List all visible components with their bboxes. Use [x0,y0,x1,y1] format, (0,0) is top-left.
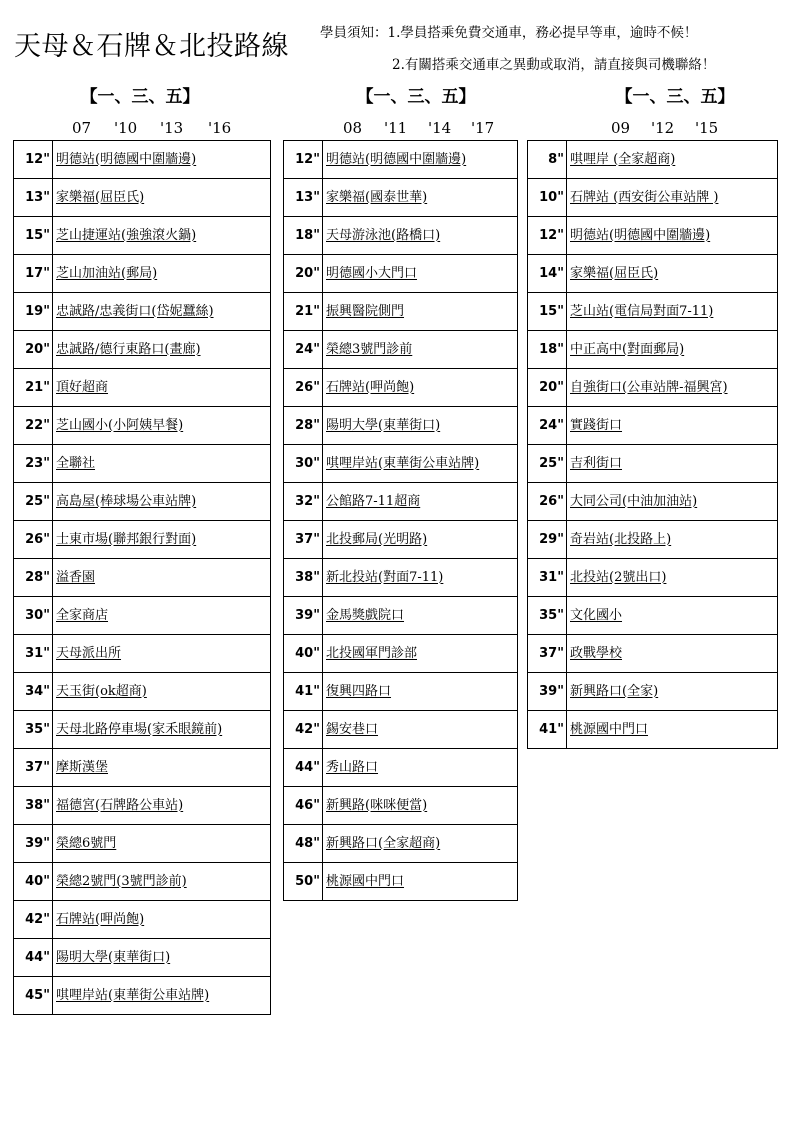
stop-name: 天母北路停車場(家禾眼鏡前) [53,711,271,749]
stop-minute: 20" [528,369,567,407]
stop-row [14,977,271,1015]
stop-row [14,825,271,863]
stop-name: 天玉街(ok超商) [53,673,271,711]
stop-minute: 12" [528,217,567,255]
departure-time: '15 [695,119,719,137]
stop-minute: 26" [284,369,323,407]
stop-minute: 41" [528,711,567,749]
stop-name: 桃源國中門口 [567,711,778,749]
stop-name: 忠誠路/忠義街口(岱妮蠶絲) [53,293,271,331]
stop-minute: 18" [528,331,567,369]
stop-name: 政戰學校 [567,635,778,673]
stop-name: 榮總6號門 [53,825,271,863]
stop-row [284,369,518,407]
stop-name: 全家商店 [53,597,271,635]
stop-name: 石牌站(呷尚飽) [53,901,271,939]
stop-minute: 31" [14,635,53,673]
stop-row [284,597,518,635]
departure-time: '13 [160,119,184,137]
stop-row [284,331,518,369]
stop-row [284,863,518,901]
stop-row [284,521,518,559]
stop-name: 文化國小 [567,597,778,635]
stop-minute: 28" [14,559,53,597]
stop-minute: 28" [284,407,323,445]
stop-name: 芝山捷運站(強強滾火鍋) [53,217,271,255]
stop-row [14,521,271,559]
stop-minute: 35" [14,711,53,749]
stop-minute: 10" [528,179,567,217]
stop-name: 新興路口(全家超商) [323,825,518,863]
stop-minute: 12" [14,141,53,179]
departure-time: 09 [611,119,631,137]
stop-row [284,407,518,445]
stop-name: 家樂福(國泰世華) [323,179,518,217]
stop-row [14,635,271,673]
stop-minute: 23" [14,445,53,483]
stop-minute: 31" [528,559,567,597]
stop-row [14,483,271,521]
stop-name: 溢香園 [53,559,271,597]
stop-minute: 45" [14,977,53,1015]
stop-row [528,711,778,749]
stop-minute: 42" [14,901,53,939]
stop-minute: 22" [14,407,53,445]
stop-minute: 13" [284,179,323,217]
stop-name: 唭哩岸站(東華街公車站牌) [53,977,271,1015]
stop-row [14,787,271,825]
stop-minute: 24" [528,407,567,445]
route-3-days: 【一、三、五】 [615,87,735,107]
stop-name: 明德站(明德國中圍牆邊) [567,217,778,255]
stop-name: 中正高中(對面郵局) [567,331,778,369]
notice-line-1: 學員須知：1.學員搭乘免費交通車，務必提早等車，逾時不候！ [320,25,698,41]
stop-minute: 26" [14,521,53,559]
stop-name: 金馬獎戲院口 [323,597,518,635]
stop-name: 秀山路口 [323,749,518,787]
stop-minute: 34" [14,673,53,711]
route-2-days: 【一、三、五】 [356,87,476,107]
stop-row [528,483,778,521]
stop-row [14,407,271,445]
stop-minute: 50" [284,863,323,901]
stop-minute: 42" [284,711,323,749]
stop-row [284,445,518,483]
stop-row [14,901,271,939]
stop-name: 全聯社 [53,445,271,483]
route-2-stop-table [283,140,518,901]
stop-minute: 46" [284,787,323,825]
stop-row [14,673,271,711]
stop-row [14,749,271,787]
departure-time: '16 [208,119,232,137]
stop-row [14,711,271,749]
stop-row [284,673,518,711]
stop-name: 石牌站 (西安街公車站牌 ) [567,179,778,217]
stop-minute: 18" [284,217,323,255]
stop-minute: 37" [284,521,323,559]
stop-minute: 37" [528,635,567,673]
stop-row [528,521,778,559]
stop-name: 新北投站(對面7-11) [323,559,518,597]
stop-name: 摩斯漢堡 [53,749,271,787]
stop-name: 北投國軍門診部 [323,635,518,673]
stop-name: 芝山站(電信局對面7-11) [567,293,778,331]
stop-minute: 24" [284,331,323,369]
departure-time: 07 [72,119,92,137]
stop-row [528,673,778,711]
stop-row [284,293,518,331]
stop-row [284,255,518,293]
stop-name: 唭哩岸站(東華街公車站牌) [323,445,518,483]
stop-row [14,559,271,597]
departure-time: '14 [428,119,452,137]
stop-minute: 14" [528,255,567,293]
stop-name: 唭哩岸 (全家超商) [567,141,778,179]
stop-name: 北投站(2號出口) [567,559,778,597]
stop-name: 明德站(明德國中圍牆邊) [53,141,271,179]
stop-row [528,597,778,635]
stop-name: 家樂福(屈臣氏) [567,255,778,293]
stop-name: 桃源國中門口 [323,863,518,901]
stop-row [284,787,518,825]
stop-row [14,369,271,407]
stop-minute: 39" [528,673,567,711]
stop-row [284,825,518,863]
stop-name: 新興路口(全家) [567,673,778,711]
stop-minute: 37" [14,749,53,787]
stop-row [284,711,518,749]
stop-row [528,559,778,597]
stop-row [528,179,778,217]
stop-minute: 20" [284,255,323,293]
stop-row [528,407,778,445]
stop-row [14,445,271,483]
stop-row [14,217,271,255]
stop-row [528,635,778,673]
stop-name: 奇岩站(北投路上) [567,521,778,559]
stop-minute: 17" [14,255,53,293]
stop-minute: 48" [284,825,323,863]
stop-name: 明德站(明德國中圍牆邊) [323,141,518,179]
stop-name: 吉利街口 [567,445,778,483]
stop-minute: 13" [14,179,53,217]
stop-name: 福德宮(石牌路公車站) [53,787,271,825]
route-3-stop-table [527,140,778,749]
stop-row [284,217,518,255]
stop-name: 陽明大學(東華街口) [323,407,518,445]
stop-name: 振興醫院側門 [323,293,518,331]
stop-minute: 44" [284,749,323,787]
stop-name: 忠誠路/德行東路口(畫廊) [53,331,271,369]
stop-row [14,597,271,635]
stop-row [284,141,518,179]
stop-row [284,749,518,787]
stop-minute: 25" [14,483,53,521]
stop-row [528,255,778,293]
stop-minute: 38" [14,787,53,825]
stop-row [528,293,778,331]
stop-name: 天母游泳池(路橋口) [323,217,518,255]
stop-name: 士東市場(聯邦銀行對面) [53,521,271,559]
stop-name: 北投郵局(光明路) [323,521,518,559]
stop-minute: 26" [528,483,567,521]
stop-minute: 15" [14,217,53,255]
stop-row [528,141,778,179]
stop-name: 高島屋(棒球場公車站牌) [53,483,271,521]
stop-minute: 39" [14,825,53,863]
stop-row [284,483,518,521]
stop-minute: 12" [284,141,323,179]
stop-name: 新興路(咪咪便當) [323,787,518,825]
stop-name: 榮總3號門診前 [323,331,518,369]
route-1-stop-table [13,140,271,1015]
stop-name: 芝山加油站(郵局) [53,255,271,293]
stop-minute: 21" [14,369,53,407]
stop-minute: 15" [528,293,567,331]
stop-row [14,255,271,293]
stop-minute: 29" [528,521,567,559]
stop-minute: 25" [528,445,567,483]
stop-row [284,559,518,597]
stop-name: 明德國小大門口 [323,255,518,293]
stop-row [528,331,778,369]
stop-name: 復興四路口 [323,673,518,711]
stop-name: 公館路7-11超商 [323,483,518,521]
stop-row [528,369,778,407]
stop-minute: 41" [284,673,323,711]
stop-row [14,863,271,901]
departure-time: '11 [384,119,408,137]
stop-row [14,141,271,179]
departure-time: 08 [343,119,363,137]
stop-row [284,635,518,673]
stop-row [284,179,518,217]
stop-minute: 44" [14,939,53,977]
stop-name: 大同公司(中油加油站) [567,483,778,521]
stop-row [14,293,271,331]
stop-row [14,179,271,217]
stop-name: 榮總2號門(3號門診前) [53,863,271,901]
stop-minute: 32" [284,483,323,521]
departure-time: '12 [651,119,675,137]
stop-minute: 40" [284,635,323,673]
stop-name: 天母派出所 [53,635,271,673]
stop-name: 石牌站(呷尚飽) [323,369,518,407]
stop-minute: 30" [14,597,53,635]
stop-row [14,331,271,369]
stop-name: 自強街口(公車站牌-福興宮) [567,369,778,407]
stop-name: 陽明大學(東華街口) [53,939,271,977]
stop-name: 家樂福(屈臣氏) [53,179,271,217]
stop-name: 頂好超商 [53,369,271,407]
departure-time: '10 [114,119,138,137]
stop-minute: 8" [528,141,567,179]
stop-name: 錫安巷口 [323,711,518,749]
route-1-days: 【一、三、五】 [80,87,200,107]
stop-minute: 21" [284,293,323,331]
stop-minute: 20" [14,331,53,369]
stop-name: 芝山國小(小阿姨早餐) [53,407,271,445]
stop-minute: 39" [284,597,323,635]
stop-row [14,939,271,977]
stop-minute: 19" [14,293,53,331]
departure-time: '17 [471,119,495,137]
page-title: 天母＆石牌＆北投路線 [14,31,289,62]
stop-minute: 38" [284,559,323,597]
notice-line-2: 2.有關搭乘交通車之異動或取消，請直接與司機聯絡！ [392,57,716,73]
stop-minute: 35" [528,597,567,635]
stop-minute: 40" [14,863,53,901]
stop-row [528,217,778,255]
stop-name: 實踐街口 [567,407,778,445]
stop-minute: 30" [284,445,323,483]
stop-row [528,445,778,483]
